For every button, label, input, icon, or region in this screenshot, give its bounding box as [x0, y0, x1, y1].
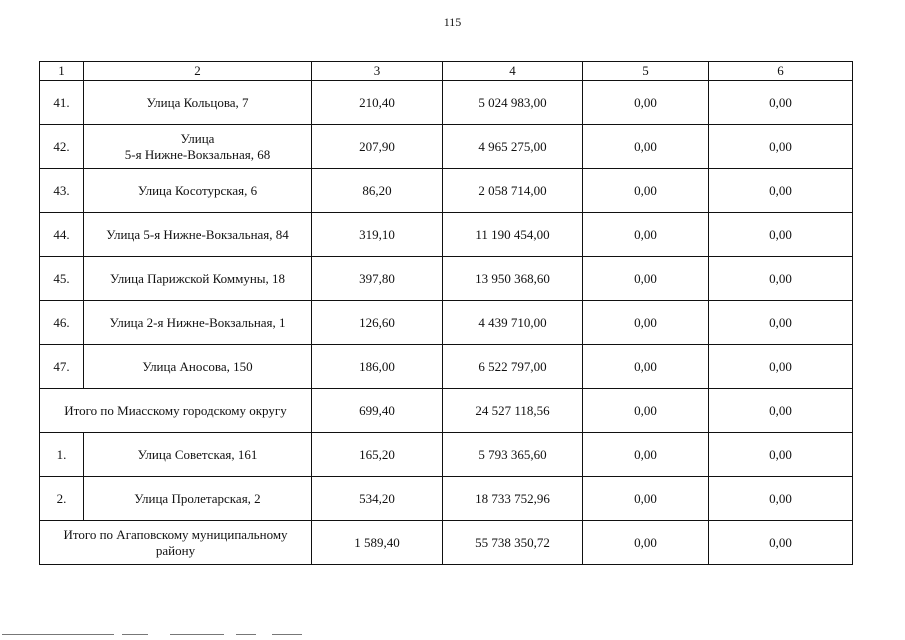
subtotal-label: Итого по Агаповскому муниципальному району	[40, 521, 312, 565]
amount-cell: 5 793 365,60	[443, 433, 583, 477]
area-cell: 1 589,40	[312, 521, 443, 565]
row-number: 47.	[40, 345, 84, 389]
table-row	[40, 257, 853, 301]
value-cell: 0,00	[709, 477, 853, 521]
area-cell: 165,20	[312, 433, 443, 477]
area-cell: 207,90	[312, 125, 443, 169]
column-header: 1	[40, 62, 84, 81]
amount-cell: 13 950 368,60	[443, 257, 583, 301]
amount-cell: 24 527 118,56	[443, 389, 583, 433]
value-cell: 0,00	[583, 345, 709, 389]
area-cell: 534,20	[312, 477, 443, 521]
area-cell: 210,40	[312, 81, 443, 125]
value-cell: 0,00	[583, 477, 709, 521]
value-cell: 0,00	[709, 433, 853, 477]
value-cell: 0,00	[709, 169, 853, 213]
value-cell: 0,00	[583, 433, 709, 477]
row-number: 44.	[40, 213, 84, 257]
value-cell: 0,00	[583, 257, 709, 301]
subtotal-label: Итого по Миасскому городскому округу	[40, 389, 312, 433]
address-cell: Улица 5-я Нижне-Вокзальная, 68	[84, 125, 312, 169]
row-number: 42.	[40, 125, 84, 169]
address-cell: Улица 5-я Нижне-Вокзальная, 84	[84, 213, 312, 257]
table-row	[40, 477, 853, 521]
address-cell: Улица Косотурская, 6	[84, 169, 312, 213]
table-row	[40, 433, 853, 477]
value-cell: 0,00	[709, 81, 853, 125]
row-number: 1.	[40, 433, 84, 477]
table-row	[40, 169, 853, 213]
address-cell: Улица Аносова, 150	[84, 345, 312, 389]
table-row	[40, 213, 853, 257]
value-cell: 0,00	[709, 125, 853, 169]
amount-cell: 11 190 454,00	[443, 213, 583, 257]
amount-cell: 4 965 275,00	[443, 125, 583, 169]
amount-cell: 4 439 710,00	[443, 301, 583, 345]
column-header: 2	[84, 62, 312, 81]
value-cell: 0,00	[583, 389, 709, 433]
value-cell: 0,00	[709, 345, 853, 389]
subtotal-row	[40, 389, 853, 433]
row-number: 2.	[40, 477, 84, 521]
value-cell: 0,00	[709, 389, 853, 433]
subtotal-row	[40, 521, 853, 565]
row-number: 46.	[40, 301, 84, 345]
address-cell: Улица Советская, 161	[84, 433, 312, 477]
amount-cell: 2 058 714,00	[443, 169, 583, 213]
column-header: 5	[583, 62, 709, 81]
value-cell: 0,00	[583, 213, 709, 257]
table-row	[40, 81, 853, 125]
value-cell: 0,00	[583, 521, 709, 565]
scan-artifact	[0, 634, 905, 637]
page-number: 115	[443, 15, 462, 29]
amount-cell: 6 522 797,00	[443, 345, 583, 389]
area-cell: 86,20	[312, 169, 443, 213]
row-number: 45.	[40, 257, 84, 301]
table-header-row	[40, 62, 853, 81]
column-header: 3	[312, 62, 443, 81]
value-cell: 0,00	[583, 169, 709, 213]
value-cell: 0,00	[709, 301, 853, 345]
amount-cell: 18 733 752,96	[443, 477, 583, 521]
address-cell: Улица Пролетарская, 2	[84, 477, 312, 521]
area-cell: 699,40	[312, 389, 443, 433]
column-header: 6	[709, 62, 853, 81]
address-cell: Улица Кольцова, 7	[84, 81, 312, 125]
column-header: 4	[443, 62, 583, 81]
table-row	[40, 125, 853, 169]
table-row	[40, 345, 853, 389]
area-cell: 397,80	[312, 257, 443, 301]
table-row	[40, 301, 853, 345]
address-cell: Улица Парижской Коммуны, 18	[84, 257, 312, 301]
value-cell: 0,00	[583, 301, 709, 345]
amount-cell: 55 738 350,72	[443, 521, 583, 565]
amount-cell: 5 024 983,00	[443, 81, 583, 125]
row-number: 43.	[40, 169, 84, 213]
value-cell: 0,00	[583, 81, 709, 125]
row-number: 41.	[40, 81, 84, 125]
address-cell: Улица 2-я Нижне-Вокзальная, 1	[84, 301, 312, 345]
area-cell: 186,00	[312, 345, 443, 389]
value-cell: 0,00	[709, 257, 853, 301]
value-cell: 0,00	[709, 213, 853, 257]
value-cell: 0,00	[709, 521, 853, 565]
value-cell: 0,00	[583, 125, 709, 169]
data-table	[39, 61, 853, 565]
area-cell: 319,10	[312, 213, 443, 257]
area-cell: 126,60	[312, 301, 443, 345]
